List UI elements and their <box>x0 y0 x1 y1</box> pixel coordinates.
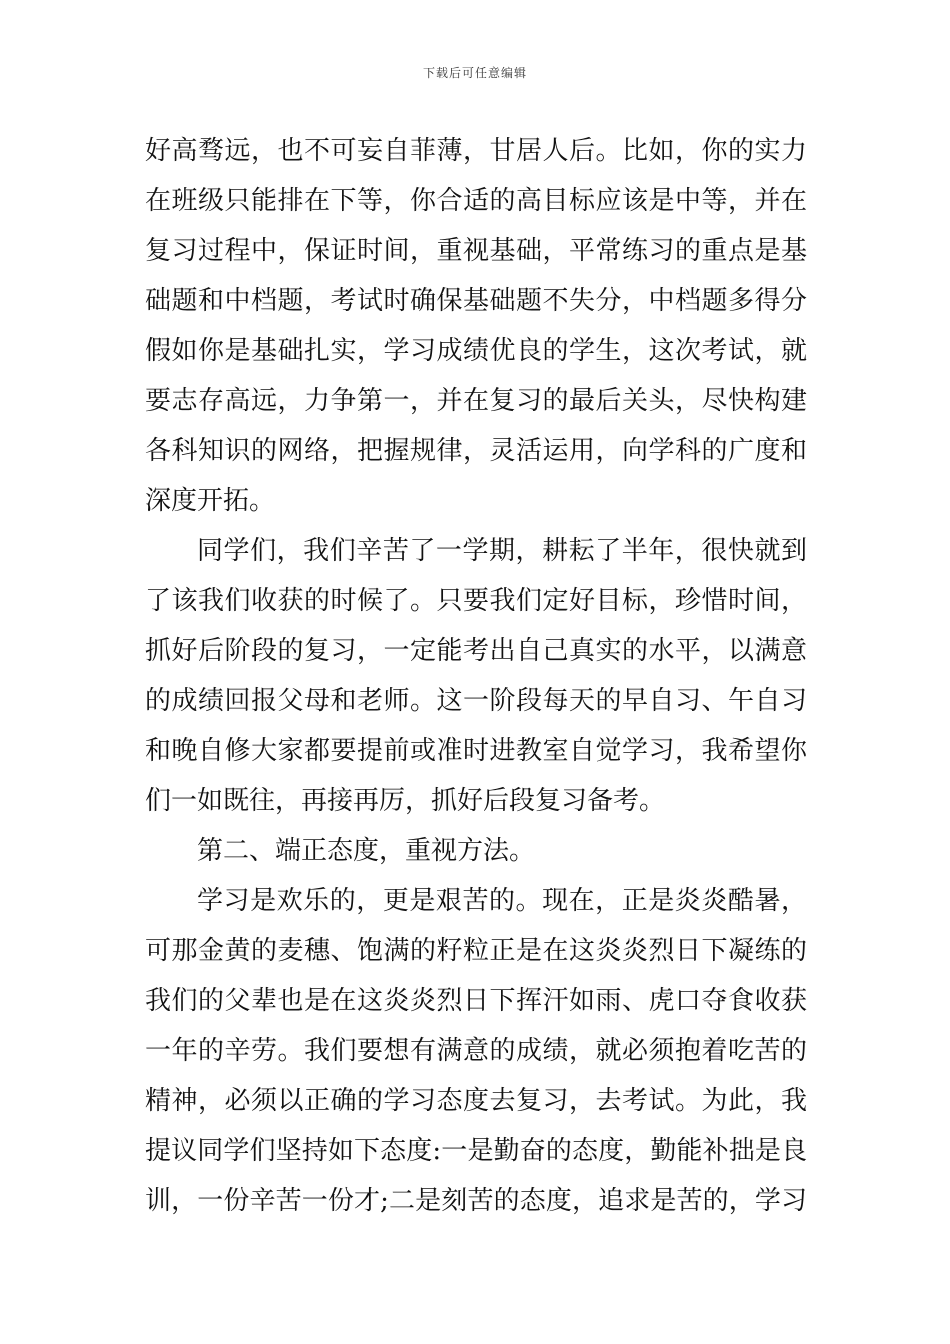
section-heading: 第二、端正态度，重视方法。 <box>197 836 536 866</box>
text-line: 在班级只能排在下等，你合适的高目标应该是中等，并在 <box>145 186 807 216</box>
text-line: 础题和中档题，考试时确保基础题不失分，中档题多得分 <box>145 286 807 316</box>
text-line: 复习过程中，保证时间，重视基础，平常练习的重点是基 <box>145 236 807 266</box>
document-body <box>145 126 807 1226</box>
text-line: 可那金黄的麦穗、饱满的籽粒正是在这炎炎烈日下凝练的 <box>145 936 807 966</box>
text-line: 假如你是基础扎实，学习成绩优良的学生，这次考试，就 <box>145 336 807 366</box>
text-line: 学习是欢乐的，更是艰苦的。现在，正是炎炎酷暑， <box>197 886 807 916</box>
text-line: 深度开拓。 <box>145 486 276 516</box>
text-line: 好高骛远，也不可妄自菲薄，甘居人后。比如，你的实力 <box>145 136 807 166</box>
text-line: 精神，必须以正确的学习态度去复习，去考试。为此，我 <box>145 1086 807 1116</box>
text-line: 同学们，我们辛苦了一学期，耕耘了半年，很快就到 <box>197 536 807 566</box>
page-header-note: 下载后可任意编辑 <box>422 66 527 80</box>
text-line: 我们的父辈也是在这炎炎烈日下挥汗如雨、虎口夺食收获 <box>145 986 807 1016</box>
text-line: 和晚自修大家都要提前或准时进教室自觉学习，我希望你 <box>145 736 807 766</box>
text-line: 提议同学们坚持如下态度:一是勤奋的态度，勤能补拙是良 <box>145 1136 807 1166</box>
text-line: 要志存高远，力争第一，并在复习的最后关头，尽快构建 <box>145 386 807 416</box>
text-line: 抓好后阶段的复习，一定能考出自己真实的水平，以满意 <box>145 636 807 666</box>
text-line: 训，一份辛苦一份才;二是刻苦的态度，追求是苦的，学习 <box>145 1186 807 1216</box>
text-line: 的成绩回报父母和老师。这一阶段每天的早自习、午自习 <box>145 686 807 716</box>
text-line: 各科知识的网络，把握规律，灵活运用，向学科的广度和 <box>145 436 807 466</box>
text-line: 一年的辛劳。我们要想有满意的成绩，就必须抱着吃苦的 <box>145 1036 807 1066</box>
text-line: 了该我们收获的时候了。只要我们定好目标，珍惜时间， <box>145 586 807 616</box>
text-line: 们一如既往，再接再厉，抓好后段复习备考。 <box>145 786 666 816</box>
